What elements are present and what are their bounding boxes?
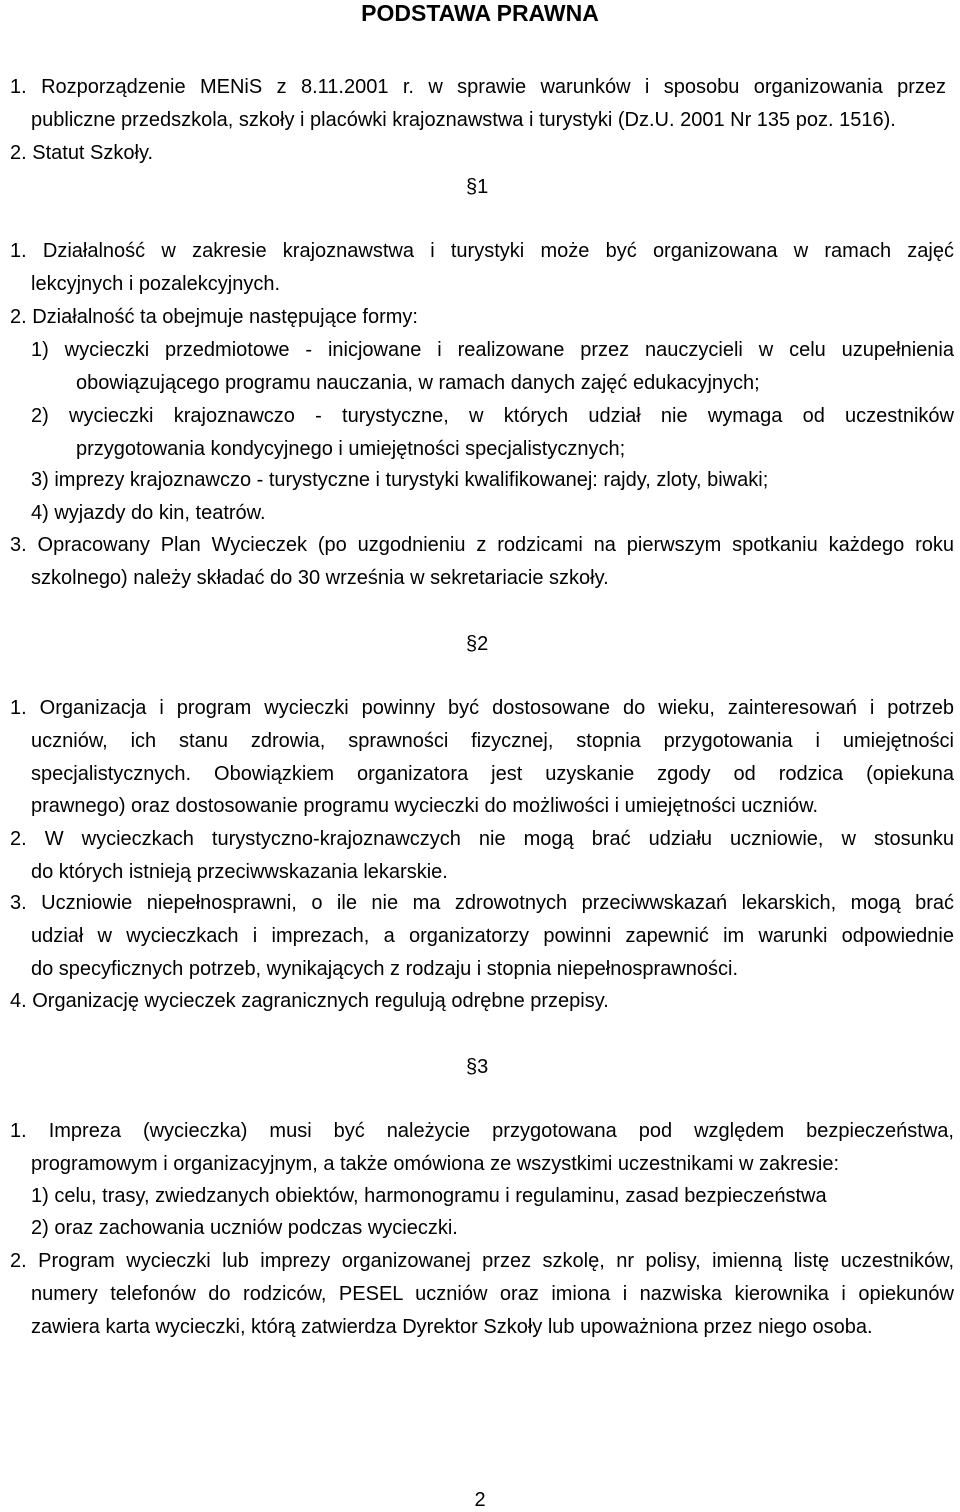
legal-basis-item-1-cont: publiczne przedszkola, szkoły i placówki krajoznawstwa i turystyki (Dz.U. 2001 Nr 135 poz. 1516). <box>31 109 896 131</box>
section1-form-4: 4) wyjazdy do kin, teatrów. <box>31 502 266 524</box>
section1-paragraph-1: 1. Działalność w zakresie krajoznawstwa i turystyki może być organizowana w ramach zajęć <box>10 240 954 262</box>
section2-paragraph-1-line-2: uczniów, ich stanu zdrowia, sprawności fizycznej, stopnia przygotowania i umiejętności <box>31 730 954 752</box>
section1-form-3: 3) imprezy krajoznawczo - turystyczne i turystyki kwalifikowanej: rajdy, zloty, biwaki; <box>31 469 769 491</box>
section3-paragraph-2: 2. Program wycieczki lub imprezy organizowanej przez szkolę, nr polisy, imienną listę uczestników, <box>10 1250 954 1272</box>
section-heading-1: §1 <box>466 176 489 198</box>
section1-paragraph-1-cont: lekcyjnych i pozalekcyjnych. <box>31 273 280 295</box>
section3-subitem-1: 1) celu, trasy, zwiedzanych obiektów, harmonogramu i regulaminu, zasad bezpieczeństwa <box>31 1185 827 1207</box>
section1-paragraph-3: 3. Opracowany Plan Wycieczek (po uzgodnieniu z rodzicami na pierwszym spotkaniu każdego roku <box>10 534 954 556</box>
section1-form-2-cont: przygotowania kondycyjnego i umiejętności specjalistycznych; <box>76 438 626 460</box>
legal-basis-item-1: 1. Rozporządzenie MENiS z 8.11.2001 r. w sprawie warunków i sposobu organizowania przez <box>10 76 946 98</box>
section2-paragraph-3-line-2: udział w wycieczkach i imprezach, a organizatorzy powinni zapewnić im warunki odpowiednie <box>31 925 954 947</box>
section2-paragraph-1: 1. Organizacja i program wycieczki powinny być dostosowane do wieku, zainteresowań i potrzeb <box>10 697 954 719</box>
section2-paragraph-1-line-4: prawnego) oraz dostosowanie programu wycieczki do możliwości i umiejętności uczniów. <box>31 795 819 817</box>
legal-basis-item-2: 2. Statut Szkoły. <box>10 142 154 164</box>
section2-paragraph-2-cont: do których istnieją przeciwwskazania lekarskie. <box>31 861 448 883</box>
section2-paragraph-1-line-3: specjalistycznych. Obowiązkiem organizatora jest uzyskanie zgody od rodzica (opiekuna <box>31 763 954 785</box>
section3-subitem-2: 2) oraz zachowania uczniów podczas wycieczki. <box>31 1217 458 1239</box>
section1-form-1: 1) wycieczki przedmiotowe - inicjowane i realizowane przez nauczycieli w celu uzupełnienia <box>31 339 954 361</box>
section-heading-3: §3 <box>466 1056 489 1078</box>
section-heading-2: §2 <box>466 633 489 655</box>
section2-paragraph-4: 4. Organizację wycieczek zagranicznych regulują odrębne przepisy. <box>10 990 609 1012</box>
section3-paragraph-2-line-2: numery telefonów do rodziców, PESEL uczniów oraz imiona i nazwiska kierownika i opiekunów <box>31 1283 954 1305</box>
page-title: PODSTAWA PRAWNA <box>361 0 599 26</box>
section3-paragraph-1: 1. Impreza (wycieczka) musi być należycie przygotowana pod względem bezpieczeństwa, <box>10 1120 954 1142</box>
section2-paragraph-2: 2. W wycieczkach turystyczno-krajoznawczych nie mogą brać udziału uczniowie, w stosunku <box>10 828 954 850</box>
section1-paragraph-2: 2. Działalność ta obejmuje następujące formy: <box>10 306 418 328</box>
section1-form-2: 2) wycieczki krajoznawczo - turystyczne, w których udział nie wymaga od uczestników <box>31 405 954 427</box>
section2-paragraph-3: 3. Uczniowie niepełnosprawni, o ile nie ma zdrowotnych przeciwwskazań lekarskich, mogą brać <box>10 892 954 914</box>
section1-form-1-cont: obowiązującego programu nauczania, w ramach danych zajęć edukacyjnych; <box>76 372 760 394</box>
page-number: 2 <box>474 1489 486 1511</box>
section1-paragraph-3-cont: szkolnego) należy składać do 30 września w sekretariacie szkoły. <box>31 567 609 589</box>
section3-paragraph-2-line-3: zawiera karta wycieczki, którą zatwierdza Dyrektor Szkoły lub upoważniona przez niego osoba. <box>31 1316 873 1338</box>
section3-paragraph-1-cont: programowym i organizacyjnym, a także omówiona ze wszystkimi uczestnikami w zakresie: <box>31 1153 840 1175</box>
section2-paragraph-3-line-3: do specyficznych potrzeb, wynikających z rodzaju i stopnia niepełnosprawności. <box>31 958 739 980</box>
